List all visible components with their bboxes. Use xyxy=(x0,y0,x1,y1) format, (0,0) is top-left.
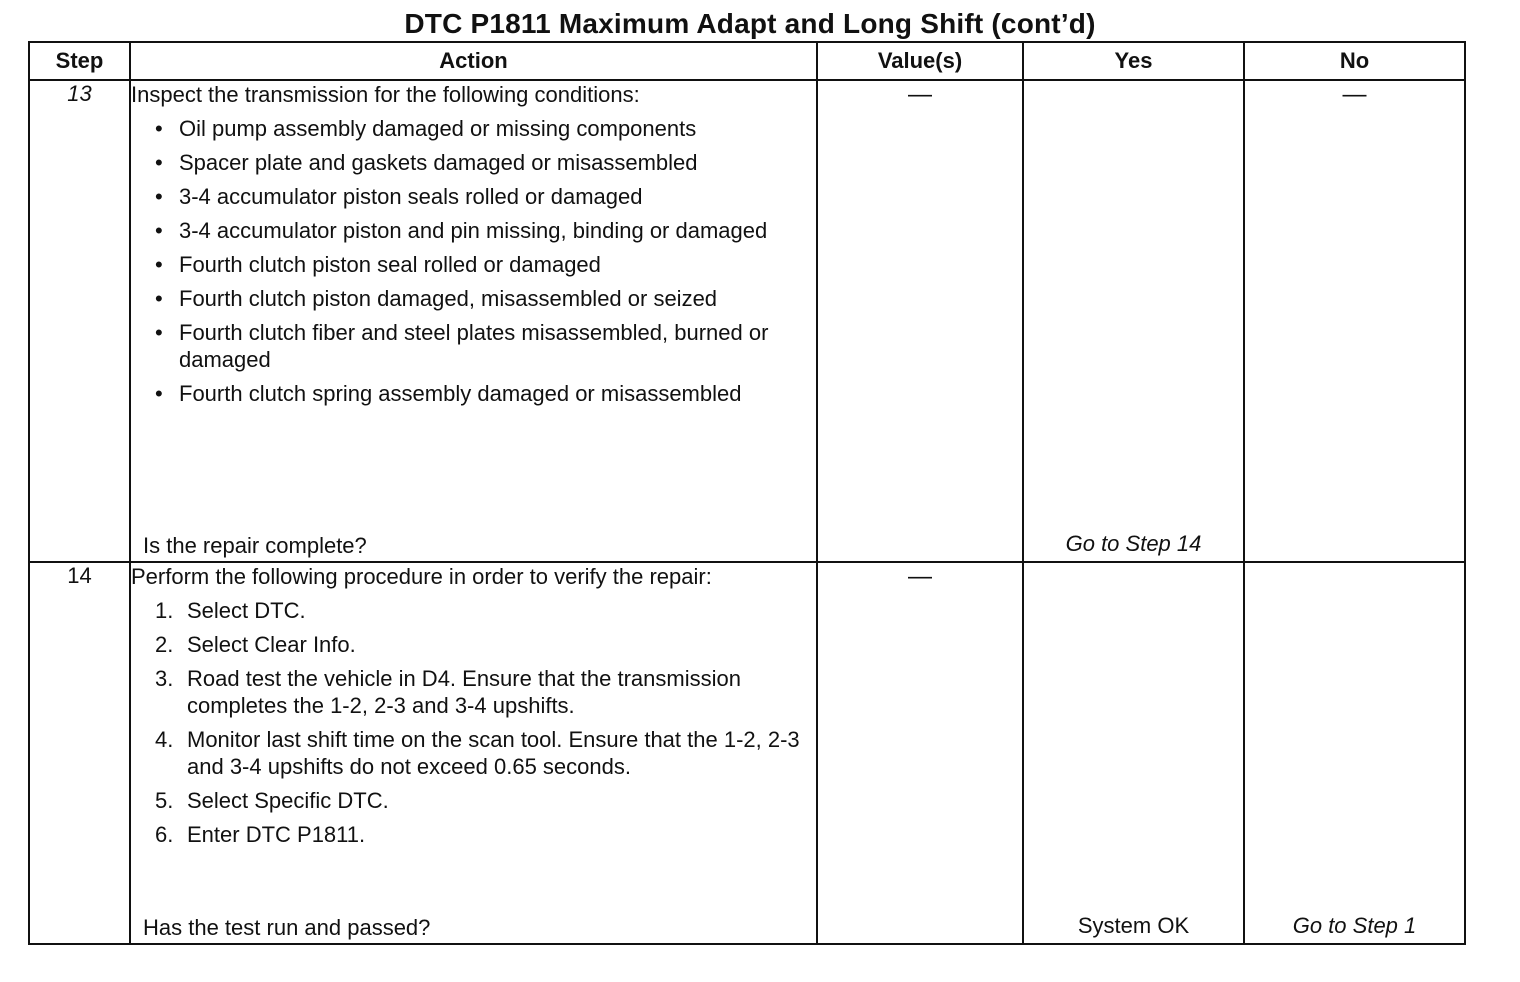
table-row xyxy=(29,80,1465,562)
header-action: Action xyxy=(130,42,817,80)
list-item xyxy=(155,821,816,848)
action-intro: Perform the following procedure in order to verify the repair: xyxy=(131,564,712,589)
step-index: 5. xyxy=(155,788,174,813)
table-row xyxy=(29,562,1465,944)
list-item: • Fourth clutch fiber and steel plates misassembled, burned or damaged xyxy=(155,319,816,373)
list-item xyxy=(155,726,816,780)
page-title: DTC P1811 Maximum Adapt and Long Shift (cont’d) xyxy=(404,8,1096,39)
procedure-list xyxy=(131,597,816,848)
step-index: 3. xyxy=(155,666,174,691)
list-item: • Spacer plate and gaskets damaged or misassembled xyxy=(155,149,816,176)
action-cell xyxy=(130,80,817,562)
header-no: No xyxy=(1244,42,1465,80)
yes-cell xyxy=(1023,80,1244,562)
list-item: • Fourth clutch piston damaged, misassembled or seized xyxy=(155,285,816,312)
yes-cell xyxy=(1023,562,1244,944)
list-item xyxy=(155,597,816,624)
value-cell: — xyxy=(817,80,1023,562)
procedure-text: Monitor last shift time on the scan tool. Ensure that the 1-2, 2-3 and 3-4 upshifts do not exceed 0.65 seconds. xyxy=(187,727,800,779)
action-question: Has the test run and passed? xyxy=(143,915,431,940)
no-cell xyxy=(1244,562,1465,944)
condition-list xyxy=(131,115,816,407)
yes-result: System OK xyxy=(1077,913,1190,938)
action-question: Is the repair complete? xyxy=(143,533,367,558)
step-index: 4. xyxy=(155,727,174,752)
action-intro: Inspect the transmission for the following conditions: xyxy=(131,82,640,107)
yes-result: Go to Step 14 xyxy=(1065,531,1202,556)
step-index: 2. xyxy=(155,632,174,657)
procedure-text: Road test the vehicle in D4. Ensure that the transmission completes the 1-2, 2-3 and 3-4 upshifts. xyxy=(187,666,741,718)
procedure-text: Select Clear Info. xyxy=(187,632,356,657)
procedure-text: Select DTC. xyxy=(187,598,306,623)
header-yes: Yes xyxy=(1023,42,1244,80)
procedure-text: Enter DTC P1811. xyxy=(187,822,366,847)
list-item: • Fourth clutch spring assembly damaged or misassembled xyxy=(155,380,816,407)
action-cell xyxy=(130,562,817,944)
header-row xyxy=(29,42,1465,80)
list-item xyxy=(155,787,816,814)
no-cell: — xyxy=(1244,80,1465,562)
list-item: • Oil pump assembly damaged or missing components xyxy=(155,115,816,142)
header-values: Value(s) xyxy=(817,42,1023,80)
list-item: • Fourth clutch piston seal rolled or damaged xyxy=(155,251,816,278)
step-number: 14 xyxy=(29,562,130,944)
list-item xyxy=(155,665,816,719)
step-index: 6. xyxy=(155,822,174,847)
dtc-table xyxy=(28,41,1466,945)
list-item: • 3-4 accumulator piston seals rolled or damaged xyxy=(155,183,816,210)
value-cell: — xyxy=(817,562,1023,944)
procedure-text: Select Specific DTC. xyxy=(187,788,389,813)
header-step: Step xyxy=(29,42,130,80)
step-number: 13 xyxy=(29,80,130,562)
step-index: 1. xyxy=(155,598,174,623)
list-item xyxy=(155,631,816,658)
list-item: • 3-4 accumulator piston and pin missing, binding or damaged xyxy=(155,217,816,244)
no-result: Go to Step 1 xyxy=(1292,913,1417,938)
